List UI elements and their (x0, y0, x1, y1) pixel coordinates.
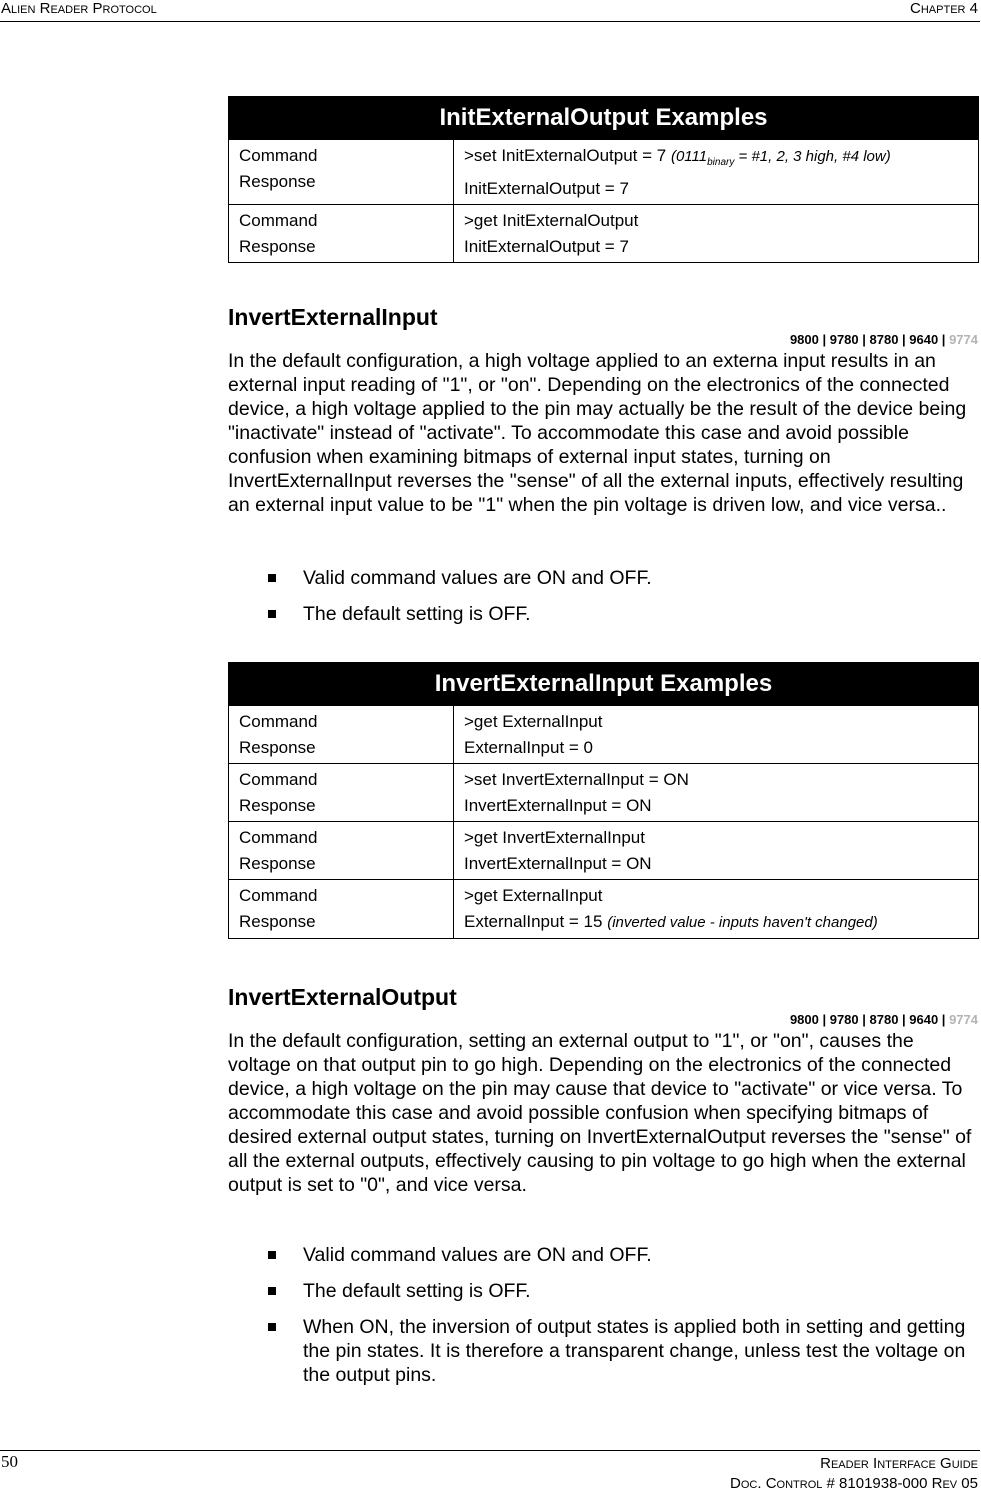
bullet-square-icon (268, 1323, 276, 1331)
table-row (229, 764, 979, 822)
row-label: Response (239, 795, 316, 815)
list-item: Valid command values are ON and OFF. (268, 566, 980, 590)
supported-models: 9800 | 9780 | 8780 | 9640 | 9774 (789, 332, 978, 347)
footer-doc-control: Doc. Control # 8101938-000 Rev 05 (730, 1475, 978, 1492)
row-label: Command (239, 146, 318, 165)
bullet-square-icon (268, 610, 276, 618)
table-row (229, 140, 979, 205)
list-item: Valid command values are ON and OFF. (268, 1243, 980, 1267)
bullet-list (268, 1243, 980, 1399)
command-text: >get ExternalInput (464, 712, 603, 731)
list-item: The default setting is OFF. (268, 1279, 980, 1303)
list-item: The default setting is OFF. (268, 602, 980, 626)
command-text: >set InitExternalOutput = 7 (464, 146, 667, 165)
row-label: Command (239, 211, 318, 230)
init-external-output-examples-table (228, 96, 979, 263)
response-text: InitExternalOutput = 7 (464, 236, 629, 256)
row-label: Command (239, 712, 318, 731)
command-text: >get ExternalInput (464, 886, 603, 905)
command-text: >get InvertExternalInput (464, 828, 645, 847)
response-note: (inverted value - inputs haven't changed) (607, 913, 878, 931)
list-item: When ON, the inversion of output states is applied both in setting and getting the pin states. It is therefore a transparent change, unless test the voltage on the output pins. (268, 1315, 980, 1387)
row-label: Command (239, 828, 318, 847)
bullet-square-icon (268, 1251, 276, 1259)
row-label: Response (239, 236, 316, 256)
section-paragraph: In the default configuration, a high voltage applied to an externa input results in an external input reading of "1", or "on". Depending on the electronics of the connected device, a high voltage applied to the pin may actually be the result of the device being "inactivate" instead of "activate". To accommodate this case and avoid possible confusion when examining bitmaps of external input states, turning on InvertExternalInput reverses the "sense" of all the external inputs, effectively resulting an external input value to be "1" when the pin voltage is driven low, and vice versa.. (228, 350, 967, 516)
invert-external-input-examples-table (228, 662, 979, 939)
table-row (229, 822, 979, 880)
row-label: Response (239, 171, 316, 191)
page-number: 50 (1, 1452, 18, 1471)
page-header (0, 0, 980, 22)
table-row (229, 706, 979, 764)
response-text: InvertExternalInput = ON (464, 853, 652, 873)
row-label: Response (239, 853, 316, 873)
header-title-right: Chapter 4 (910, 0, 978, 17)
table-row (229, 880, 979, 939)
section-heading-invert-external-input: InvertExternalInput (228, 304, 438, 330)
row-label: Command (239, 770, 318, 789)
response-text: InitExternalOutput = 7 (464, 178, 629, 198)
table-title: InitExternalOutput Examples (229, 97, 979, 140)
command-note: ($0111_{binary}$ = #1, 2, 3 high, #4 low) (670, 148, 891, 168)
row-label: Command (239, 886, 318, 905)
table-title: InvertExternalInput Examples (229, 663, 979, 706)
command-text: >set InvertExternalInput = ON (464, 770, 689, 789)
footer-guide-title: Reader Interface Guide (820, 1455, 978, 1472)
response-text: ExternalInput = 15 (464, 911, 603, 931)
table-row (229, 205, 979, 263)
row-label: Response (239, 737, 316, 757)
bullet-list (268, 566, 980, 638)
response-text: InvertExternalInput = ON (464, 795, 652, 815)
section-heading-invert-external-output: InvertExternalOutput (228, 984, 457, 1010)
row-label: Response (239, 911, 316, 931)
section-paragraph: In the default configuration, setting an external output to "1", or "on", causes the voltage on that output pin to go high. Depending on the electronics of the connected device, a high voltage on the pin may cause that device to "activate" or vice versa. To accommodate this case and avoid possible confusion when specifying bitmaps of desired external output states, turning on InvertExternalOutput reverses the "sense" of all the external outputs, effectively causing to pin voltage to go high when the external output is set to "0", and vice versa. (228, 1030, 972, 1196)
bullet-square-icon (268, 574, 276, 582)
header-title-left: Alien Reader Protocol (1, 0, 157, 17)
command-text: >get InitExternalOutput (464, 211, 639, 230)
response-text: ExternalInput = 0 (464, 737, 594, 757)
supported-models: 9800 | 9780 | 8780 | 9640 | 9774 (789, 1012, 978, 1027)
page-footer (0, 1450, 980, 1493)
bullet-square-icon (268, 1287, 276, 1295)
